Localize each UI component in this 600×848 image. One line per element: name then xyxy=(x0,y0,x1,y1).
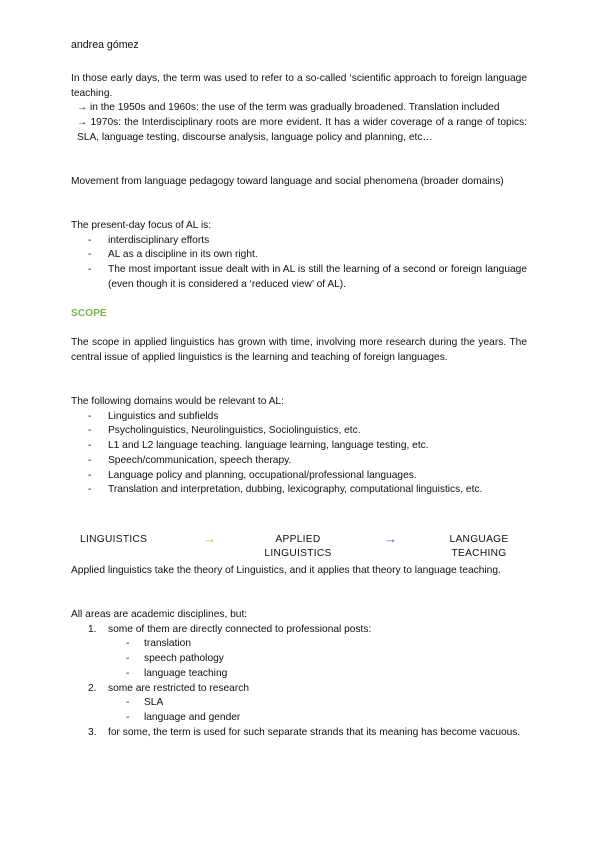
areas-section xyxy=(71,608,527,740)
focus-list xyxy=(71,234,527,293)
areas-list-final xyxy=(71,726,527,741)
dash-marker: - xyxy=(88,425,92,437)
sublist-research xyxy=(71,696,527,725)
list-item xyxy=(71,410,527,425)
sublist-professional xyxy=(71,637,527,681)
list-item xyxy=(71,469,527,484)
dash-marker: - xyxy=(88,484,92,496)
list-item-text: Speech/communication, speech therapy. xyxy=(108,454,292,466)
dash-marker: - xyxy=(126,667,130,679)
applied-paragraph: Applied linguistics take the theory of Linguistics, and it applies that theory to language teaching. xyxy=(71,565,501,576)
list-item-text: interdisciplinary efforts xyxy=(108,234,210,246)
intro-arrow-1950s: → in the 1950s and 1960s: the use of the term was gradually broadened. Translation included xyxy=(77,102,500,114)
domains-section xyxy=(71,395,527,498)
linguistics-flow-diagram xyxy=(0,533,600,563)
flow-node-line: LANGUAGE xyxy=(449,534,509,545)
list-item-text: some of them are directly connected to professional posts: xyxy=(108,623,372,635)
dash-marker: - xyxy=(88,469,92,481)
list-item xyxy=(71,682,527,697)
intro-section xyxy=(71,72,527,146)
flow-node-line: LINGUISTICS xyxy=(264,547,332,559)
list-item xyxy=(71,424,527,439)
intro-arrow-1970s: → 1970s: the Interdisciplinary roots are more evident. It has a wider coverage of a range of topics: SLA, language testing, discourse analysis, language policy and planning, etc… xyxy=(77,117,527,143)
flow-arrow-right-icon: → xyxy=(203,531,216,546)
list-item xyxy=(71,234,527,249)
dash-marker: - xyxy=(126,697,130,709)
list-item xyxy=(71,623,527,638)
list-item-text: Linguistics and subfields xyxy=(108,410,219,422)
list-number: 3. xyxy=(88,726,97,738)
scope-paragraph: The scope in applied linguistics has grown with time, involving more research during the years. The central issue of applied linguistics is the learning and teaching of foreign languages. xyxy=(71,337,527,363)
list-item xyxy=(71,439,527,454)
intro-paragraph: In those early days, the term was used to refer to a so-called ‘scientific approach to foreign language teaching. xyxy=(71,73,527,99)
areas-lead: All areas are academic disciplines, but: xyxy=(71,609,248,620)
sub-list-item xyxy=(71,711,527,726)
flow-node-linguistics: LINGUISTICS xyxy=(80,534,148,545)
author-name: andrea gómez xyxy=(71,39,139,51)
list-item-text: SLA xyxy=(144,697,164,709)
list-item-text: some are restricted to research xyxy=(108,682,249,694)
domains-lead: The following domains would be relevant to AL: xyxy=(71,396,284,407)
sub-list-item xyxy=(71,667,527,682)
list-item-text: L1 and L2 language teaching. language learning, language testing, etc. xyxy=(108,440,429,452)
areas-list-continued xyxy=(71,682,527,697)
list-item-text: language and gender xyxy=(144,711,241,723)
list-item xyxy=(71,263,527,292)
areas-list xyxy=(71,623,527,638)
dash-marker: - xyxy=(126,653,130,665)
dash-marker: - xyxy=(88,234,92,246)
list-item-text: language teaching xyxy=(144,667,228,679)
dash-marker: - xyxy=(88,410,92,422)
focus-section xyxy=(71,219,527,293)
list-item-text: Translation and interpretation, dubbing, lexicography, computational linguistics, etc. xyxy=(108,484,483,496)
list-item xyxy=(71,726,527,741)
movement-paragraph: Movement from language pedagogy toward language and social phenomena (broader domains) xyxy=(71,176,504,187)
list-item-text: speech pathology xyxy=(144,653,224,665)
sub-list-item xyxy=(71,696,527,711)
flow-node-applied-linguistics xyxy=(250,533,346,560)
list-number: 1. xyxy=(88,623,97,635)
dash-marker: - xyxy=(88,440,92,452)
dash-marker: - xyxy=(126,711,130,723)
dash-marker: - xyxy=(88,264,92,276)
list-item-text: The most important issue dealt with in AL is still the learning of a second or foreign language (even though it is considered a ‘reduced view’ of AL). xyxy=(108,264,527,290)
dash-marker: - xyxy=(126,638,130,650)
list-item-text: for some, the term is used for such separate strands that its meaning has become vacuous. xyxy=(108,726,521,738)
flow-node-language-teaching xyxy=(432,533,526,560)
list-item xyxy=(71,483,527,498)
dash-marker: - xyxy=(88,249,92,261)
focus-lead: The present-day focus of AL is: xyxy=(71,220,212,231)
list-item-text: Language policy and planning, occupational/professional languages. xyxy=(108,469,417,481)
list-item-text: AL as a discipline in its own right. xyxy=(108,249,258,261)
list-number: 2. xyxy=(88,682,97,694)
domains-list xyxy=(71,410,527,498)
flow-arrow-right-icon: → xyxy=(384,531,397,546)
list-item xyxy=(71,248,527,263)
flow-node-line: APPLIED xyxy=(275,534,321,545)
list-item-text: Psycholinguistics, Neurolinguistics, Sociolinguistics, etc. xyxy=(108,425,361,437)
dash-marker: - xyxy=(88,454,92,466)
sub-list-item xyxy=(71,652,527,667)
flow-node-line: TEACHING xyxy=(451,547,507,559)
scope-heading: SCOPE xyxy=(71,308,107,319)
list-item xyxy=(71,454,527,469)
sub-list-item xyxy=(71,637,527,652)
list-item-text: translation xyxy=(144,638,192,650)
